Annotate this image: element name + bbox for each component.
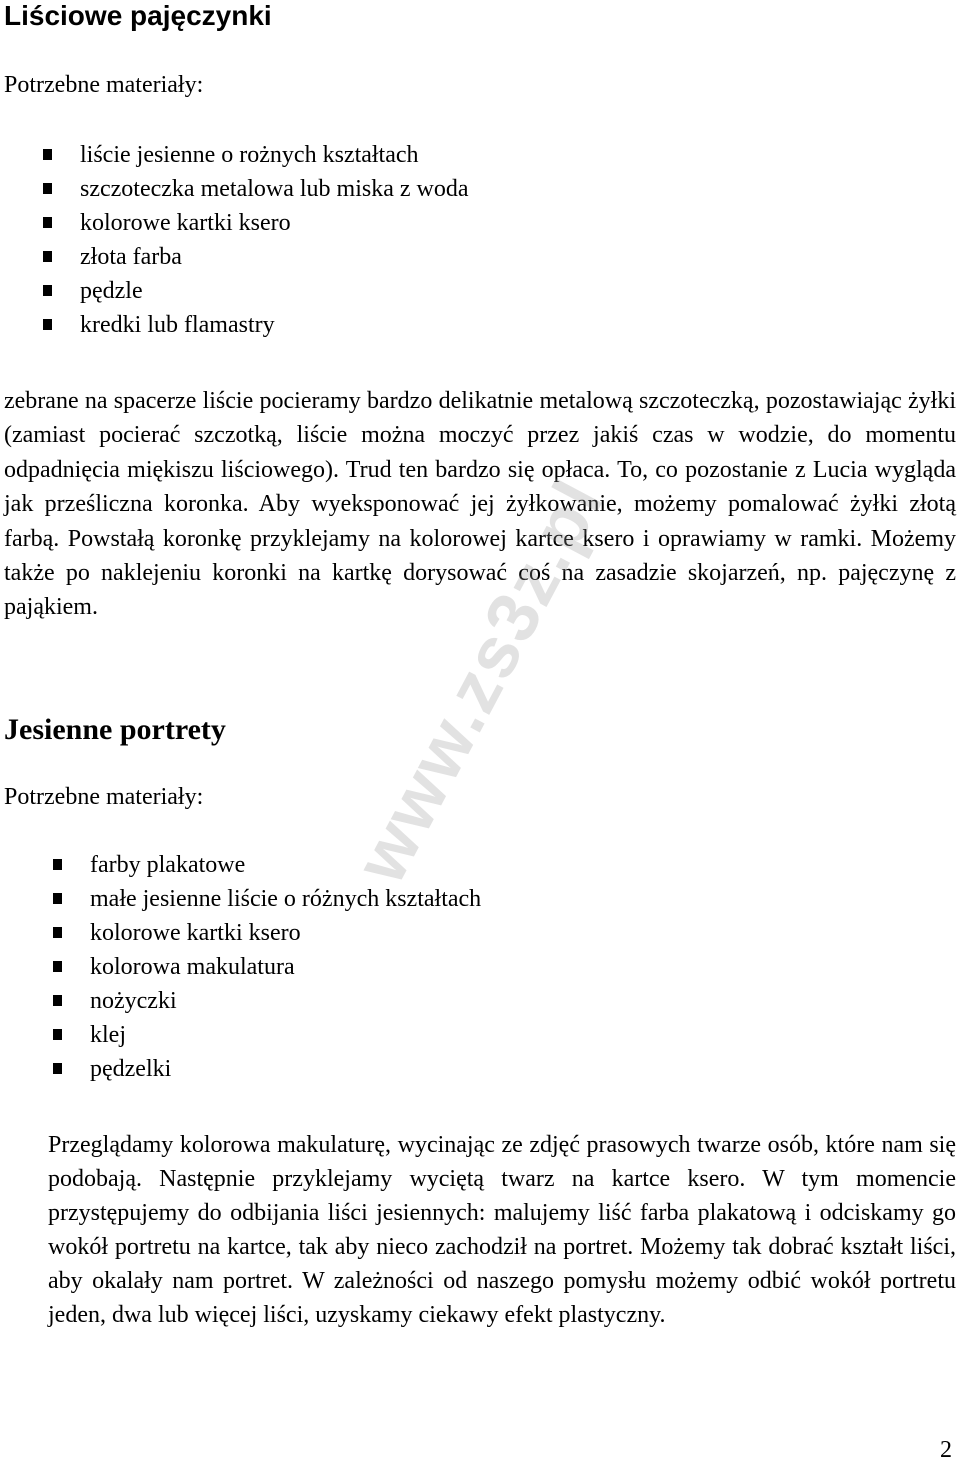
square-bullet-icon <box>53 859 62 870</box>
list-item: liście jesienne o rożnych kształtach <box>42 138 956 172</box>
list-item: pędzle <box>42 274 956 308</box>
materials-heading: Potrzebne materiały: <box>4 72 204 98</box>
instructions-paragraph: zebrane na spacerze liście pocieramy bardzo delikatnie metalową szczoteczką, pozostawiając żyłki (zamiast pocierać szczotką, liście można moczyć przez jakiś czas w wodzie, do momentu odpadnięcia miękiszu liściowego). Trud ten bardzo się opłaca. To, co pozostanie z Lucia wygląda jak prześliczna koronka. Aby wyeksponować jej żyłkowanie, możemy pomalować żyłki złotą farbą. Powstałą koronkę przyklejamy na kolorowej kartce ksero i oprawiamy w ramki. Możemy także po naklejeniu koronki na kartkę dorysować coś na zasadzie skojarzeń, np. pajęczynę z pająkiem. <box>4 388 956 621</box>
list-item: farby plakatowe <box>52 848 956 882</box>
square-bullet-icon <box>43 183 52 194</box>
section-title: Jesienne portrety <box>4 713 226 746</box>
square-bullet-icon <box>53 995 62 1006</box>
list-item: nożyczki <box>52 984 956 1018</box>
section-jesienne-portrety <box>4 712 956 1332</box>
square-bullet-icon <box>53 893 62 904</box>
page-number: 2 <box>940 1437 952 1463</box>
list-item: małe jesienne liście o różnych kształtach <box>52 882 956 916</box>
list-item: szczoteczka metalowa lub miska z woda <box>42 172 956 206</box>
section-lisciowe-pajeczynki <box>4 0 956 625</box>
instructions-paragraph: Przeglądamy kolorowa makulaturę, wycinając ze zdjęć prasowych twarze osób, które nam się podobają. Następnie przyklejamy wyciętą twarz na kartce ksero. W tym momencie przystępujemy do odbijania liści jesiennych: malujemy liść farba plakatową i odciskamy go wokół portretu na kartce, tak aby nieco zachodził na portret. Możemy tak dobrać kształt liści, aby okalały nam portret. W zależności od naszego pomysłu możemy odbić wokół portretu jeden, dwa lub więcej liści, uzyskamy ciekawy efekt plastyczny. <box>48 1132 956 1328</box>
list-item: złota farba <box>42 240 956 274</box>
materials-heading: Potrzebne materiały: <box>4 784 204 810</box>
list-item: kolorowa makulatura <box>52 950 956 984</box>
list-item: kolorowe kartki ksero <box>42 206 956 240</box>
list-item: kolorowe kartki ksero <box>52 916 956 950</box>
section-title: Liściowe pajęczynki <box>4 0 272 31</box>
square-bullet-icon <box>43 149 52 160</box>
list-item: klej <box>52 1018 956 1052</box>
square-bullet-icon <box>53 1029 62 1040</box>
square-bullet-icon <box>53 927 62 938</box>
list-item: kredki lub flamastry <box>42 308 956 342</box>
square-bullet-icon <box>43 217 52 228</box>
list-item: pędzelki <box>52 1052 956 1086</box>
square-bullet-icon <box>53 961 62 972</box>
square-bullet-icon <box>43 285 52 296</box>
materials-list <box>4 138 956 342</box>
materials-list <box>4 848 956 1086</box>
watermark: www.zs3z.pl <box>340 466 620 896</box>
square-bullet-icon <box>53 1063 62 1074</box>
square-bullet-icon <box>43 251 52 262</box>
square-bullet-icon <box>43 319 52 330</box>
